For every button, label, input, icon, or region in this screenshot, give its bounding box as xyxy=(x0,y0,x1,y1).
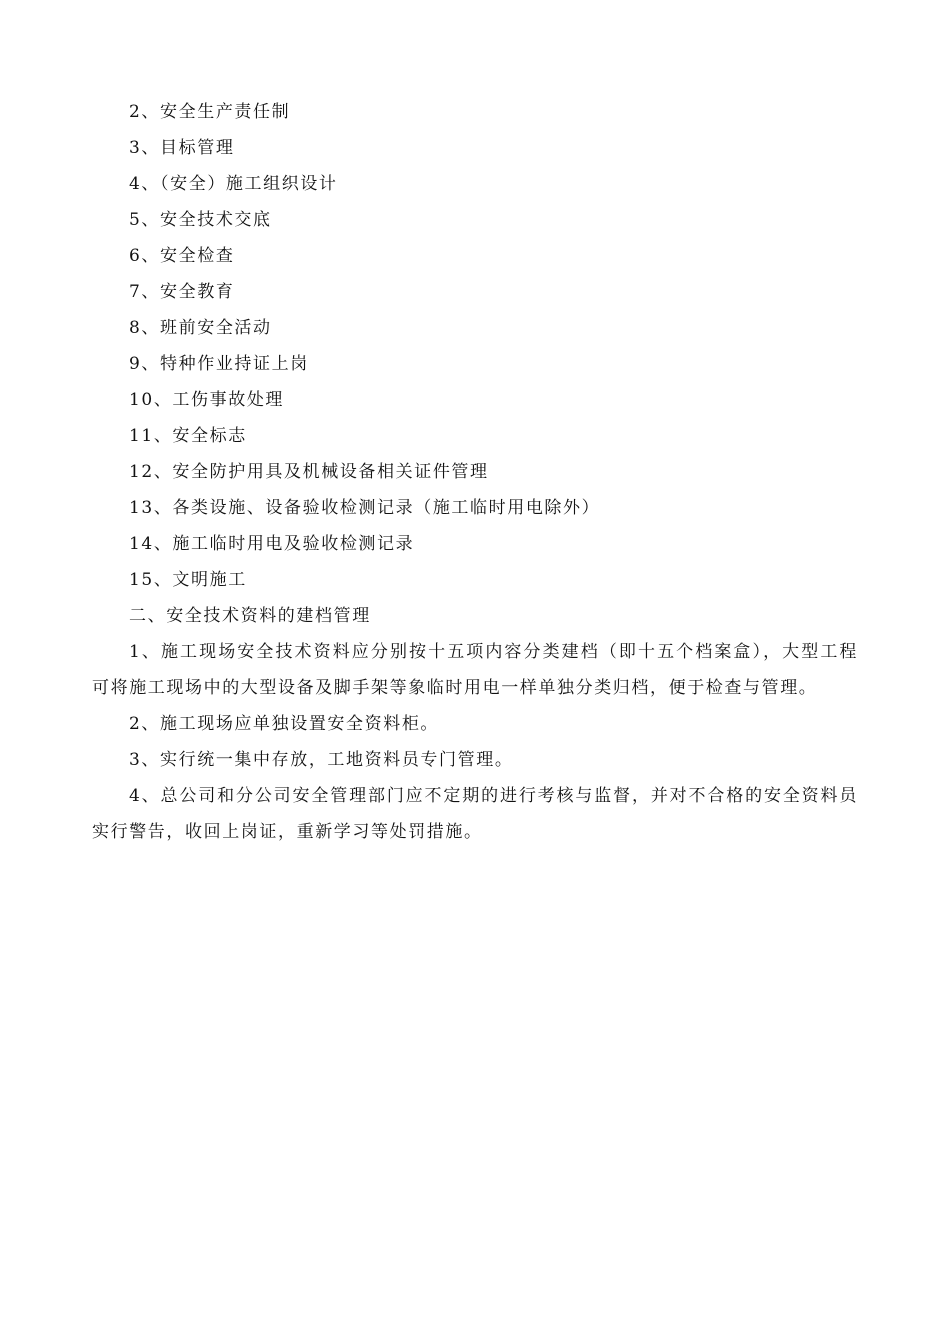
paragraph-4: 4、总公司和分公司安全管理部门应不定期的进行考核与监督，并对不合格的安全资料员实行警告，收回上岗证，重新学习等处罚措施。 xyxy=(92,786,858,842)
list-item: 13、各类设施、设备验收检测记录（施工临时用电除外） xyxy=(129,498,601,518)
list-item: 12、安全防护用具及机械设备相关证件管理 xyxy=(129,462,489,482)
paragraph-2: 2、施工现场应单独设置安全资料柜。 xyxy=(129,714,440,734)
list-item: 8、班前安全活动 xyxy=(129,318,272,338)
list-item: 7、安全教育 xyxy=(129,282,235,302)
document-body xyxy=(92,94,858,850)
list-item: 11、安全标志 xyxy=(129,426,247,446)
list-item: 10、工伤事故处理 xyxy=(129,390,285,410)
section-heading: 二、安全技术资料的建档管理 xyxy=(129,606,371,626)
list-item: 9、特种作业持证上岗 xyxy=(129,354,309,374)
list-item: 14、施工临时用电及验收检测记录 xyxy=(129,534,415,554)
list-item: 5、安全技术交底 xyxy=(129,210,272,230)
list-item: 4、（安全）施工组织设计 xyxy=(129,174,338,194)
list-item: 3、目标管理 xyxy=(129,138,235,158)
list-item: 2、安全生产责任制 xyxy=(129,102,291,122)
paragraph-1: 1、施工现场安全技术资料应分别按十五项内容分类建档（即十五个档案盒），大型工程可将施工现场中的大型设备及脚手架等象临时用电一样单独分类归档，便于检查与管理。 xyxy=(92,642,858,698)
list-item: 15、文明施工 xyxy=(129,570,247,590)
list-item: 6、安全检查 xyxy=(129,246,235,266)
paragraph-3: 3、实行统一集中存放，工地资料员专门管理。 xyxy=(129,750,514,770)
